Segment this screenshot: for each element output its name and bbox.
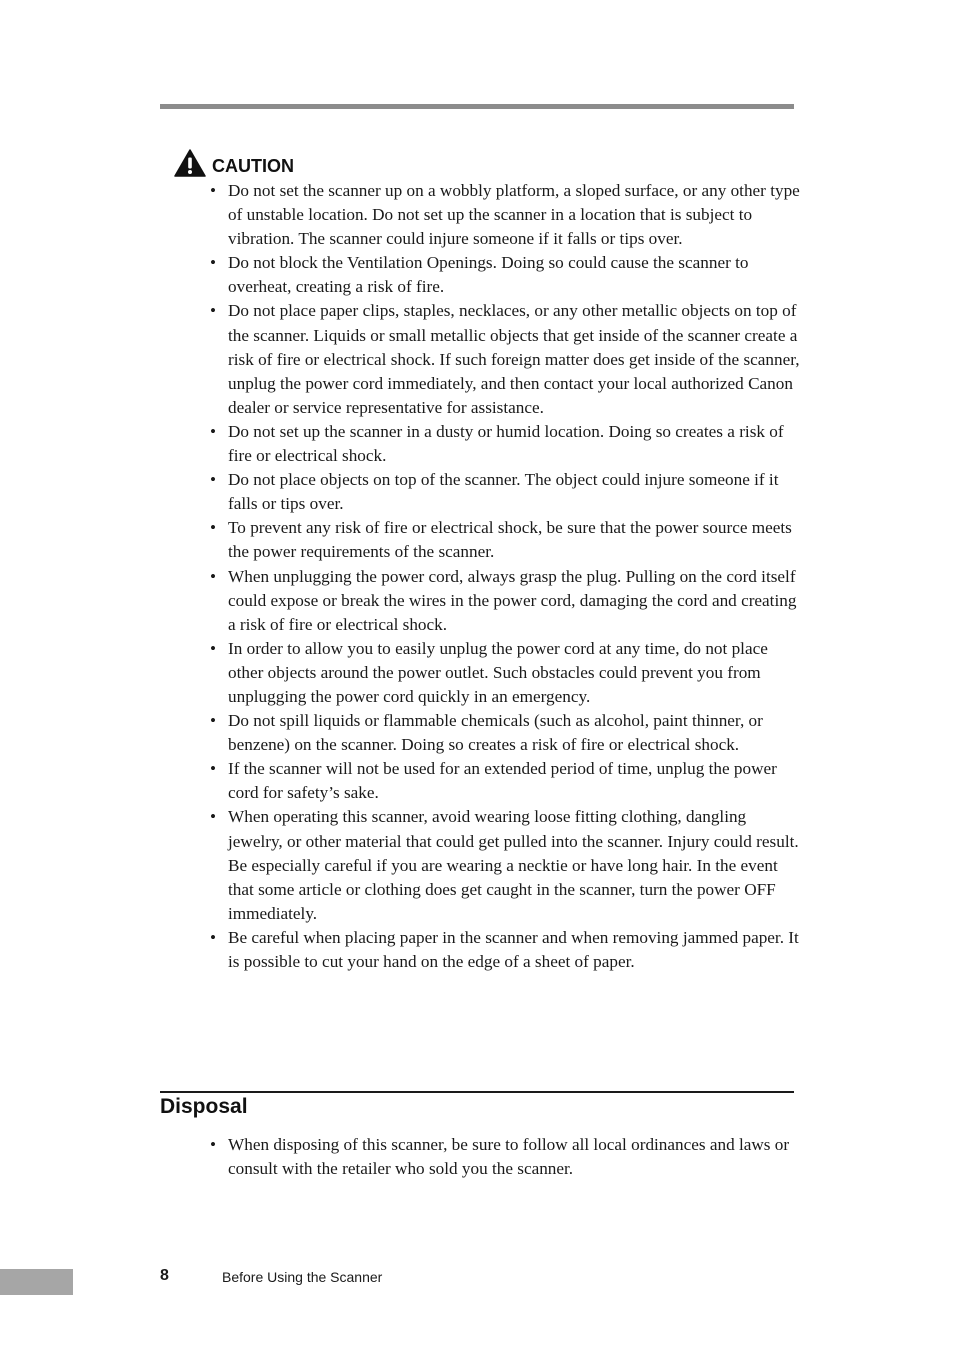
list-item-text: Do not block the Ventilation Openings. Doing so could cause the scanner to overheat, creating a risk of fire. <box>228 253 749 297</box>
list-item: • When unplugging the power cord, always grasp the plug. Pulling on the cord itself could expose or break the wires in the power cord, damaging the cord and creating a risk of fire or electrical shock. <box>210 566 797 634</box>
list-item: • When disposing of this scanner, be sure to follow all local ordinances and laws or consult with the retailer who sold you the scanner. <box>210 1135 790 1179</box>
footer-section-title: Before Using the Scanner <box>222 1269 383 1285</box>
warning-triangle-icon <box>174 149 206 177</box>
list-item: • In order to allow you to easily unplug the power cord at any time, do not place other objects around the power outlet. Such obstacles could prevent you from unplugging the power cord quickly in an emergency. <box>210 638 768 706</box>
footer-tab <box>0 1269 73 1295</box>
list-item-text: To prevent any risk of fire or electrical shock, be sure that the power source meets the power requirements of the scanner. <box>228 518 792 562</box>
list-item: • Be careful when placing paper in the scanner and when removing jammed paper. It is possible to cut your hand on the edge of a sheet of paper. <box>210 927 799 971</box>
list-item: • When operating this scanner, avoid wearing loose fitting clothing, dangling jewelry, or other material that could get pulled into the scanner. Injury could result. Be especially careful if you are wearing a necktie or have long hair. In the event that some article or clothing does get caught in the scanner, turn the power OFF immediately. <box>210 807 799 923</box>
list-item: • To prevent any risk of fire or electrical shock, be sure that the power source meets the power requirements of the scanner. <box>210 518 792 562</box>
list-item: • Do not place paper clips, staples, necklaces, or any other metallic objects on top of the scanner. Liquids or small metallic objects that get inside of the scanner create a risk of fire or electrical shock. If such foreign matter does get inside of the scanner, unplug the power cord immediately, and then contact your local authorized Canon dealer or service representative for assistance. <box>210 301 800 417</box>
list-item: • If the scanner will not be used for an extended period of time, unplug the power cord for safety’s sake. <box>210 759 777 803</box>
list-item: • Do not set the scanner up on a wobbly platform, a sloped surface, or any other type of unstable location. Do not set up the scanner in a location that is subject to vibration. The scanner could injure someone if it falls or tips over. <box>210 181 800 249</box>
header-rule <box>160 104 794 109</box>
list-item: • Do not place objects on top of the scanner. The object could injure someone if it falls or tips over. <box>210 470 779 514</box>
list-item-text: If the scanner will not be used for an extended period of time, unplug the power cord for safety’s sake. <box>228 759 777 803</box>
list-item-text: When disposing of this scanner, be sure to follow all local ordinances and laws or consult with the retailer who sold you the scanner. <box>228 1135 790 1179</box>
list-item-text: In order to allow you to easily unplug the power cord at any time, do not place other objects around the power outlet. Such obstacles could prevent you from unplugging the power cord quickly in an emergency. <box>228 638 768 706</box>
disposal-list <box>210 1133 800 1181</box>
caution-list <box>210 179 800 974</box>
list-item-text: Do not spill liquids or flammable chemicals (such as alcohol, paint thinner, or benzene) on the scanner. Doing so creates a risk of fire or electrical shock. <box>228 711 763 755</box>
list-item-text: Be careful when placing paper in the scanner and when removing jammed paper. It is possible to cut your hand on the edge of a sheet of paper. <box>228 927 799 971</box>
disposal-rule <box>160 1091 794 1093</box>
caution-heading <box>174 148 294 178</box>
list-item-text: Do not place paper clips, staples, necklaces, or any other metallic objects on top of the scanner. Liquids or small metallic objects that get inside of the scanner create a risk of fire or electrical shock. If such foreign matter does get inside of the scanner, unplug the power cord immediately, and then contact your local authorized Canon dealer or service representative for assistance. <box>228 301 800 417</box>
list-item: • Do not set up the scanner in a dusty or humid location. Doing so creates a risk of fire or electrical shock. <box>210 421 784 466</box>
list-item-text: Do not place objects on top of the scanner. The object could injure someone if it falls or tips over. <box>228 470 779 514</box>
list-item-text: Do not set up the scanner in a dusty or humid location. Doing so creates a risk of fire or electrical shock. <box>228 421 784 466</box>
disposal-heading: Disposal <box>160 1095 248 1118</box>
list-item-text: When unplugging the power cord, always grasp the plug. Pulling on the cord itself could expose or break the wires in the power cord, damaging the cord and creating a risk of fire or electrical shock. <box>228 566 797 634</box>
page-number: 8 <box>160 1267 169 1284</box>
list-item: • Do not block the Ventilation Openings. Doing so could cause the scanner to overheat, creating a risk of fire. <box>210 253 749 297</box>
list-item-text: When operating this scanner, avoid wearing loose fitting clothing, dangling jewelry, or other material that could get pulled into the scanner. Injury could result. Be especially careful if you are wearing a necktie or have long hair. In the event that some article or clothing does get caught in the scanner, turn the power OFF immediately. <box>228 807 799 923</box>
caution-label: CAUTION <box>212 155 294 176</box>
list-item-text: Do not set the scanner up on a wobbly platform, a sloped surface, or any other type of unstable location. Do not set up the scanner in a location that is subject to vibration. The scanner could injure someone if it falls or tips over. <box>228 181 800 249</box>
list-item: • Do not spill liquids or flammable chemicals (such as alcohol, paint thinner, or benzene) on the scanner. Doing so creates a risk of fire or electrical shock. <box>210 711 763 755</box>
